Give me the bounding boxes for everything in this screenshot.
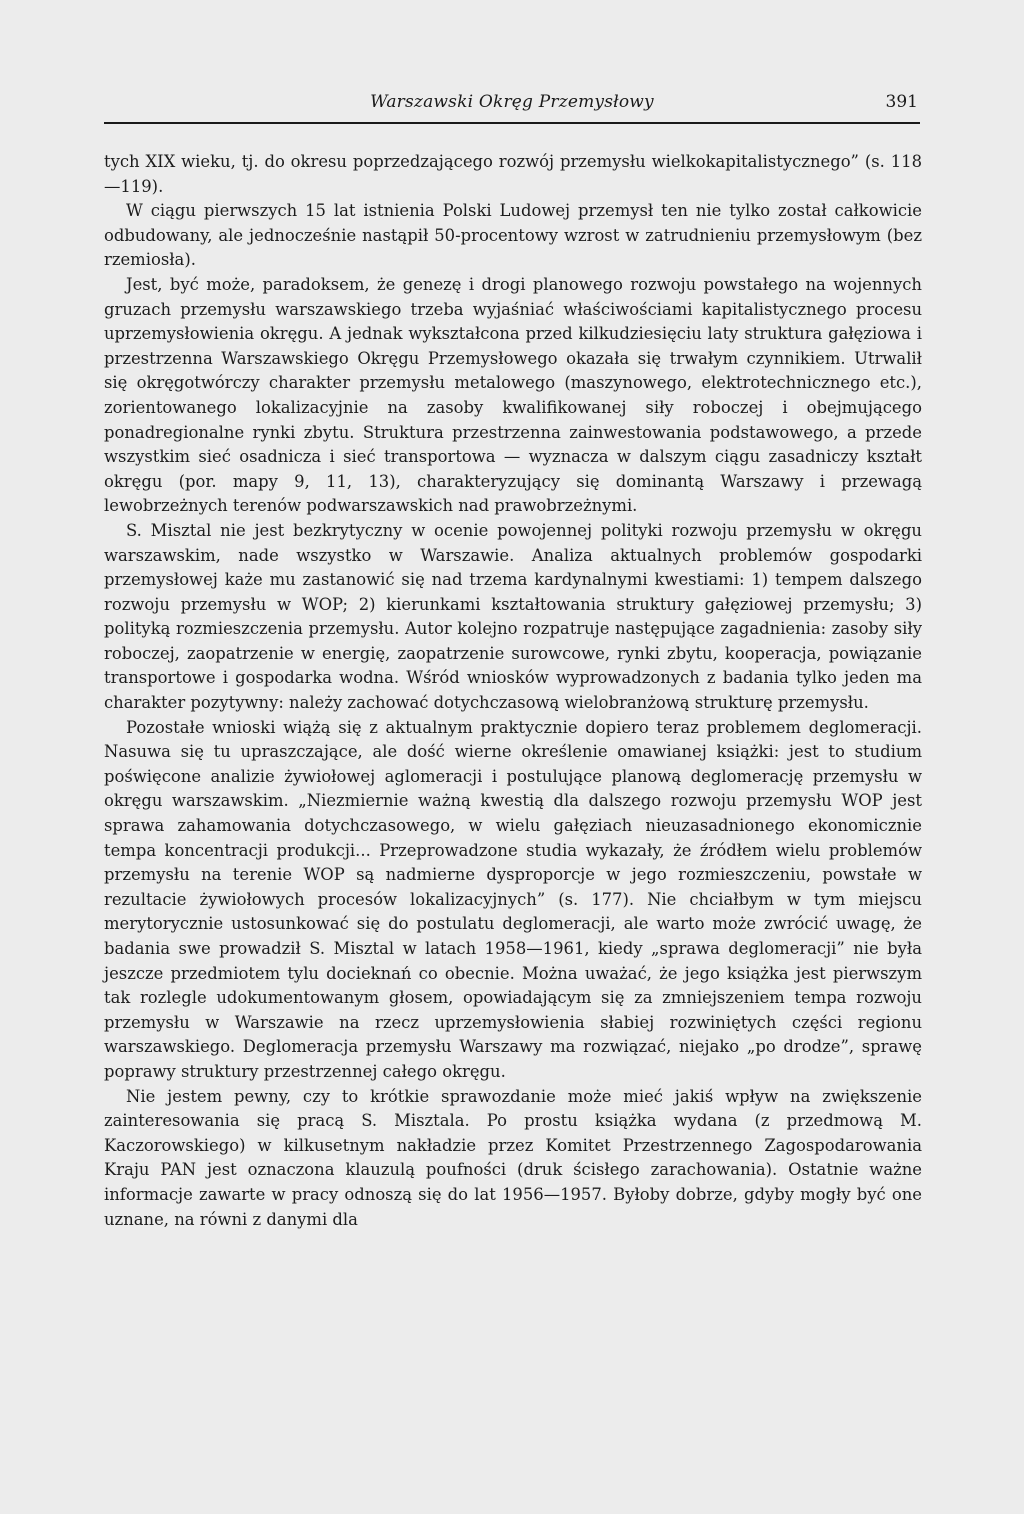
paragraph: tych XIX wieku, tj. do okresu poprzedzającego rozwój przemysłu wielkokapitalistycznego” (s. 118—119). xyxy=(104,152,922,196)
paragraph: S. Misztal nie jest bezkrytyczny w ocenie powojennej polityki rozwoju przemysłu w okręgu warszawskim, nade wszystko w Warszawie. Analiza aktualnych problemów gospodarki przemysłowej każe mu zastanowić się nad trzema kardynalnymi kwestiami: 1) tempem dalszego rozwoju przemysłu w WOP; 2) kierunkami kształtowania struktury gałęziowej przemysłu; 3) polityką rozmieszczenia przemysłu. Autor kolejno rozpatruje następujące zagadnienia: zasoby siły roboczej, zaopatrzenie w energię, zaopatrzenie surowcowe, rynki zbytu, kooperacja, powiązanie transportowe i gospodarka wodna. Wśród wniosków wyprowadzonych z badania tylko jeden ma charakter pozytywny: należy zachować dotychczasową wielobranżową strukturę przemysłu. xyxy=(104,520,922,713)
running-title: Warszawski Okręg Przemysłowy xyxy=(370,92,654,112)
page-header xyxy=(104,88,920,124)
body-text xyxy=(104,150,922,1232)
page-number: 391 xyxy=(885,92,918,112)
paragraph: W ciągu pierwszych 15 lat istnienia Polski Ludowej przemysł ten nie tylko został całkowicie odbudowany, ale jednocześnie nastąpił 50-procentowy wzrost w zatrudnieniu przemysłowym (bez rzemiosła). xyxy=(104,201,922,270)
paragraph: Pozostałe wnioski wiążą się z aktualnym praktycznie dopiero teraz problemem deglomeracji. Nasuwa się tu upraszczające, ale dość wierne określenie omawianej książki: jest to studium poświęcone analizie żywiołowej aglomeracji i postulujące planową deglomerację przemysłu w okręgu warszawskim. „Niezmiernie ważną kwestią dla dalszego rozwoju przemysłu WOP jest sprawa zahamowania dotychczasowego, w wielu gałęziach nieuzasadnionego ekonomicznie tempa koncentracji produkcji... Przeprowadzone studia wykazały, że źródłem wielu problemów przemysłu na terenie WOP są nadmierne dysproporcje w jego rozmieszczeniu, powstałe w rezultacie żywiołowych procesów lokalizacyjnych” (s. 177). Nie chciałbym w tym miejscu merytorycznie ustosunkować się do postulatu deglomeracji, ale warto może zwrócić uwagę, że badania swe prowadził S. Misztal w latach 1958—1961, kiedy „sprawa deglomeracji” nie była jeszcze przedmiotem tylu docieknań co obecnie. Można uważać, że jego książka jest pierwszym tak rozlegle udokumentowanym głosem, opowiadającym się za zmniejszeniem tempa rozwoju przemysłu w Warszawie na rzecz uprzemysłowienia słabiej rozwiniętych części regionu warszawskiego. Deglomeracja przemysłu Warszawy ma rozwiązać, niejako „po drodze”, sprawę poprawy struktury przestrzennej całego okręgu. xyxy=(104,717,922,1081)
paragraph: Nie jestem pewny, czy to krótkie sprawozdanie może mieć jakiś wpływ na zwiększenie zainteresowania się pracą S. Misztala. Po prostu książka wydana (z przedmową M. Kaczorowskiego) w kilkusetnym nakładzie przez Komitet Przestrzennego Zagospodarowania Kraju PAN jest oznaczona klauzulą poufności (druk ścisłego zarachowania). Ostatnie ważne informacje zawarte w pracy odnoszą się do lat 1956—1957. Byłoby dobrze, gdyby mogły być one uznane, na równi z danymi dla xyxy=(104,1086,922,1229)
paragraph: Jest, być może, paradoksem, że genezę i drogi planowego rozwoju powstałego na wojennych gruzach przemysłu warszawskiego trzeba wyjaśniać właściwościami kapitalistycznego procesu uprzemysłowienia okręgu. A jednak wykształcona przed kilkudziesięciu laty struktura gałęziowa i przestrzenna Warszawskiego Okręgu Przemysłowego okazała się trwałym czynnikiem. Utrwalił się okręgotwórczy charakter przemysłu metalowego (maszynowego, elektrotechnicznego etc.), zorientowanego lokalizacyjnie na zasoby kwalifikowanej siły roboczej i obejmującego ponadregionalne rynki zbytu. Struktura przestrzenna zainwestowania podstawowego, a przede wszystkim sieć osadnicza i sieć transportowa — wyznacza w dalszym ciągu zasadniczy kształt okręgu (por. mapy 9, 11, 13), charakteryzujący się dominantą Warszawy i przewagą lewobrzeżnych terenów podwarszawskich nad prawobrzeżnymi. xyxy=(104,274,922,516)
